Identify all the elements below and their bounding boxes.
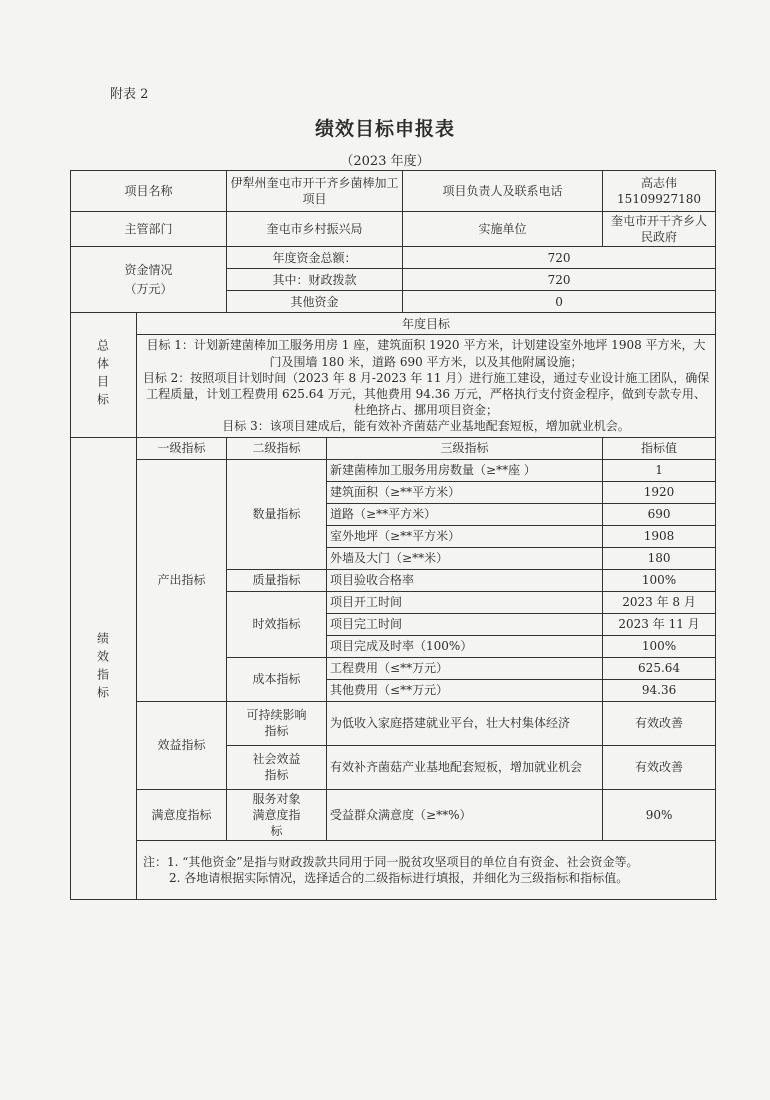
- time-name: 项目开工时间: [327, 591, 603, 613]
- quality-label: 质量指标: [227, 569, 327, 591]
- impl-value: 奎屯市开干齐乡人民政府: [603, 212, 716, 247]
- header-val: 指标值: [603, 437, 716, 459]
- quantity-name: 新建菌棒加工服务用房数量（≥**座 ）: [327, 459, 603, 481]
- time-value: 2023 年 11 月: [603, 613, 716, 635]
- funds-fiscal-label: 其中：财政拨款: [227, 269, 403, 291]
- funds-other-value: 0: [403, 291, 716, 313]
- social-value: 有效改善: [603, 745, 716, 789]
- quantity-value: 690: [603, 503, 716, 525]
- perf-label: 绩效指标: [95, 632, 110, 705]
- satisfaction-label: 满意度指标: [137, 789, 227, 841]
- perf-label-cell: [71, 437, 137, 900]
- project-name-label: 项目名称: [71, 171, 227, 212]
- quantity-value: 1920: [603, 481, 716, 503]
- notes-cell: [137, 841, 716, 900]
- cost-value: 625.64: [603, 657, 716, 679]
- funds-label-text: 资金情况（万元）: [124, 262, 173, 296]
- social-name: 有效补齐菌菇产业基地配套短板，增加就业机会: [327, 745, 603, 789]
- year-label: （2023 年度）: [340, 154, 430, 169]
- funds-other-label: 其他资金: [227, 291, 403, 313]
- quantity-label: 数量指标: [227, 459, 327, 569]
- funds-total-label: 年度资金总额：: [227, 247, 403, 269]
- funds-label: [71, 247, 227, 313]
- performance-table: [70, 170, 716, 900]
- satisfaction-name: 受益群众满意度（≥**%）: [327, 789, 603, 841]
- quantity-value: 180: [603, 547, 716, 569]
- satisfaction-value: 90%: [603, 789, 716, 841]
- time-name: 项目完成及时率（100%）: [327, 635, 603, 657]
- goal-3: 目标 3：该项目建成后，能有效补齐菌菇产业基地配套短板，增加就业机会。: [222, 419, 630, 434]
- quantity-value: 1908: [603, 525, 716, 547]
- goal-1: 目标 1：计划新建菌棒加工服务用房 1 座，建筑面积 1920 平方米，计划建设室外地坪 1908 平方米，大门及围墙 180 米，道路 690 平方米，以及其他附属设施；: [146, 338, 706, 369]
- note-2: 2. 各地请根据实际情况，选择适合的二级指标进行填报，并细化为三级指标和指标值。: [169, 871, 629, 886]
- quantity-name: 建筑面积（≥**平方米）: [327, 481, 603, 503]
- social-label: [227, 745, 327, 789]
- overall-goals: [137, 335, 716, 437]
- dept-value: 奎屯市乡村振兴局: [227, 212, 403, 247]
- quality-name: 项目验收合格率: [327, 569, 603, 591]
- contact-label: 项目负责人及联系电话: [403, 171, 603, 212]
- cost-value: 94.36: [603, 679, 716, 701]
- cost-name: 其他费用（≤**万元）: [327, 679, 603, 701]
- sustain-value: 有效改善: [603, 701, 716, 745]
- quantity-value: 1: [603, 459, 716, 481]
- time-value: 100%: [603, 635, 716, 657]
- benefit-label: 效益指标: [137, 701, 227, 789]
- note-1: 注：1. “其他资金”是指与财政拨款共同用于同一脱贫攻坚项目的单位自有资金、社会资金等。: [143, 854, 639, 869]
- service-label-text: 服务对象满意度指标: [252, 791, 301, 838]
- dept-label: 主管部门: [71, 212, 227, 247]
- annex-label: 附表 2: [110, 87, 149, 102]
- impl-label: 实施单位: [403, 212, 603, 247]
- header-l3: 三级指标: [327, 437, 603, 459]
- time-value: 2023 年 8 月: [603, 591, 716, 613]
- goal-2: 目标 2：按照项目计划时间（2023 年 8 月-2023 年 11 月）进行施工建设，通过专业设计施工团队，确保工程质量，计划工程费用 625.64 万元，其他费用 94.36 万元，严格执行支付资金程序，做到专款专用、杜绝挤占、挪用项目资金；: [142, 370, 710, 418]
- page-title: 绩效目标申报表: [314, 118, 455, 140]
- header-l1: 一级指标: [137, 437, 227, 459]
- funds-fiscal-value: 720: [403, 269, 716, 291]
- time-label: 时效指标: [227, 591, 327, 657]
- cost-name: 工程费用（≤**万元）: [327, 657, 603, 679]
- quantity-name: 室外地坪（≥**平方米）: [327, 525, 603, 547]
- header-l2: 二级指标: [227, 437, 327, 459]
- overall-label-cell: [71, 313, 137, 437]
- output-label: 产出指标: [137, 459, 227, 701]
- sustain-label: [227, 701, 327, 745]
- quantity-name: 道路（≥**平方米）: [327, 503, 603, 525]
- project-name-value: 伊犁州奎屯市开干齐乡菌棒加工项目: [227, 171, 403, 212]
- annual-goal-header: 年度目标: [137, 313, 716, 335]
- service-label: [227, 789, 327, 841]
- funds-total-value: 720: [403, 247, 716, 269]
- sustain-name: 为低收入家庭搭建就业平台，壮大村集体经济: [327, 701, 603, 745]
- quantity-name: 外墙及大门（≥**米）: [327, 547, 603, 569]
- time-name: 项目完工时间: [327, 613, 603, 635]
- contact-value: 高志伟 15109927180: [603, 171, 716, 212]
- sustain-label-text: 可持续影响指标: [246, 707, 307, 738]
- quality-value: 100%: [603, 569, 716, 591]
- overall-label: 总体目标: [95, 338, 110, 411]
- social-label-text: 社会效益指标: [252, 751, 301, 782]
- cost-label: 成本指标: [227, 657, 327, 701]
